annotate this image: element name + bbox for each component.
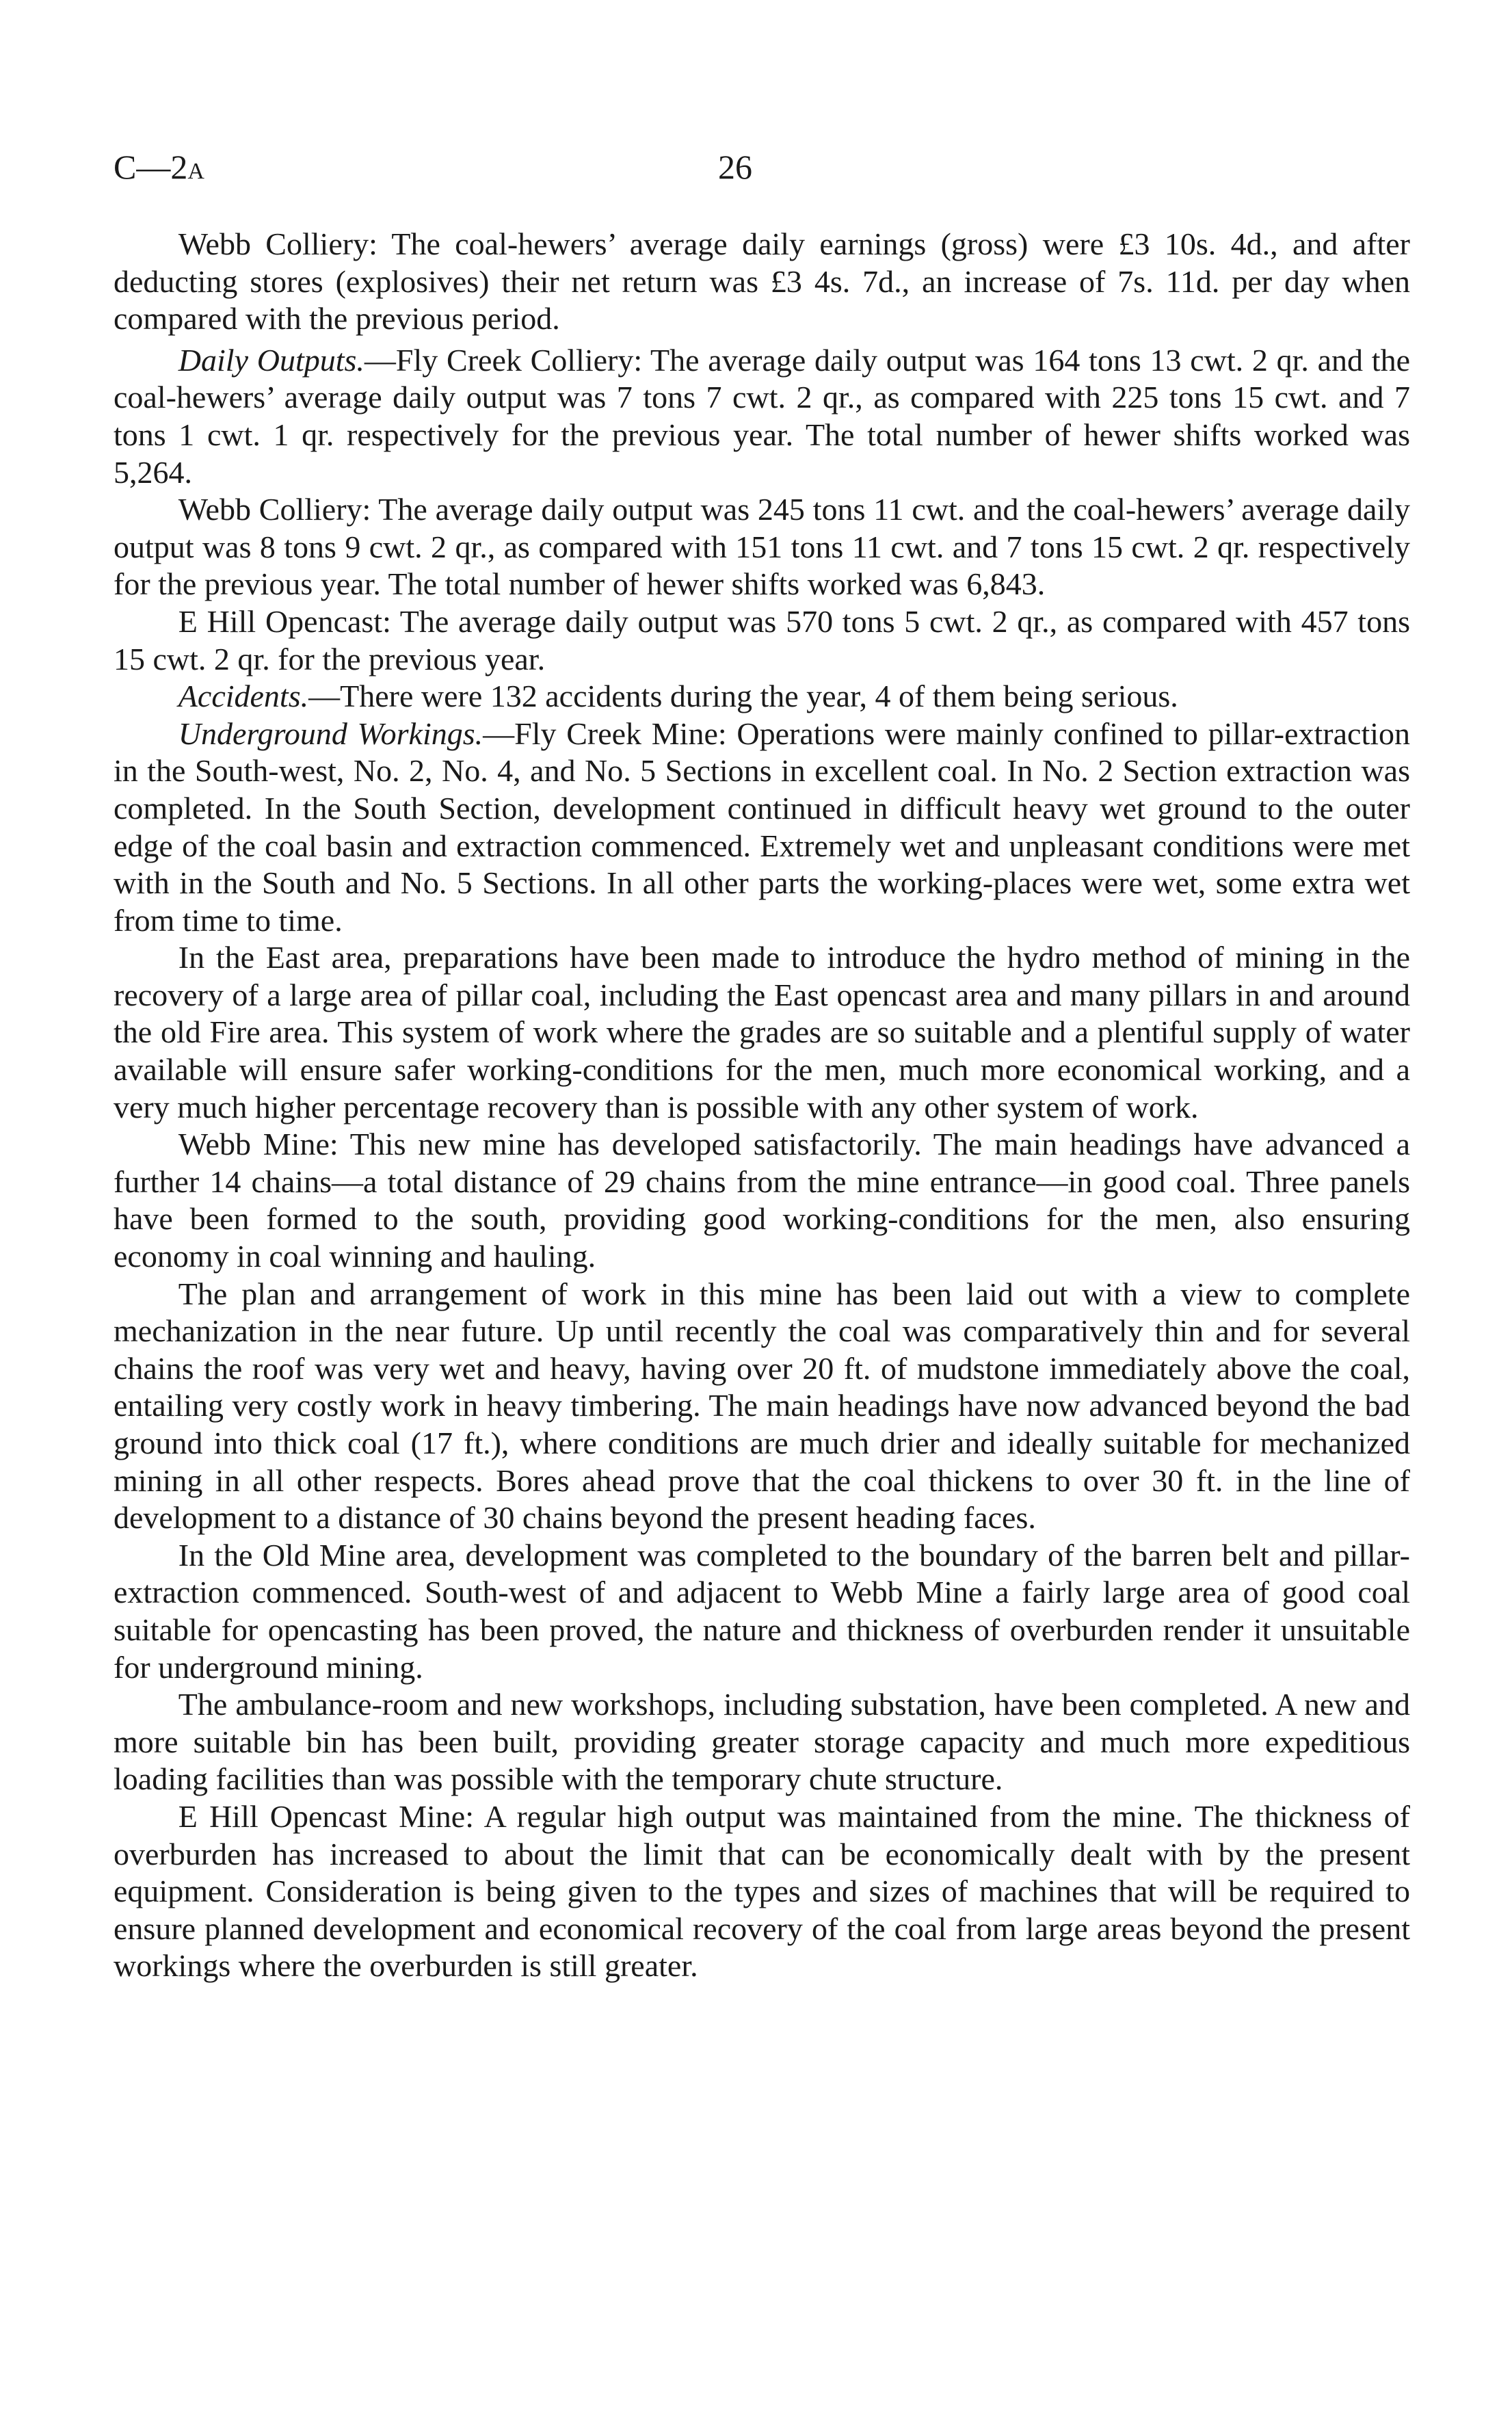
paragraph-lead: Underground Workings.	[178, 715, 483, 751]
paragraph-text: E Hill Opencast Mine: A regular high output was maintained from the mine. The thickness of overburden has increased to about the limit that can be economically dealt with by the present equipment. Consideration is being given to the types and sizes of machines that will be required to ensure planned development and economical recovery of the coal from large areas beyond the present workings where the overburden is still greater.	[114, 1798, 1410, 1984]
paragraph-lead: Accidents.	[178, 679, 309, 714]
series-reference	[114, 147, 204, 187]
paragraph-text: Webb Colliery: The coal-hewers’ average daily earnings (gross) were £3 10s. 4d., and after deducting stores (explosives) their net return was £3 4s. 7d., an increase of 7s. 11d. per day when compared with the previous period.	[114, 226, 1410, 337]
series-code: C—2	[114, 148, 188, 186]
paragraph-text: —Fly Creek Mine: Operations were mainly confined to pillar-extraction in the South-west, No. 2, No. 4, and No. 5 Sections in excellent coal. In No. 2 Section extraction was completed. In the South Section, development continued in difficult heavy wet ground to the outer edge of the coal basin and extraction commenced. Extremely wet and unpleasant conditions were met with in the South and No. 5 Sections. In all other parts the working-places were wet, some extra wet from time to time.	[114, 715, 1410, 938]
paragraph	[114, 226, 1410, 338]
paragraph-text: Webb Colliery: The average daily output was 245 tons 11 cwt. and the coal-hewers’ average daily output was 8 tons 9 cwt. 2 qr., as compared with 151 tons 11 cwt. and 7 tons 15 cwt. 2 qr. respectively for the previous year. The total number of hewer shifts worked was 6,843.	[114, 492, 1410, 602]
paragraph	[114, 1686, 1410, 1798]
paragraph-text: —There were 132 accidents during the year, 4 of them being serious.	[308, 679, 1178, 714]
paragraph-text: In the Old Mine area, development was completed to the boundary of the barren belt and pillar-extraction commenced. South-west of and adjacent to Webb Mine a fairly large area of good coal suitable for opencasting has been proved, the nature and thickness of overburden render it unsuitable for underground mining.	[114, 1537, 1410, 1685]
paragraph-text: The plan and arrangement of work in this mine has been laid out with a view to complete mechanization in the near future. Up until recently the coal was comparatively thin and for several chains the roof was very wet and heavy, having over 20 ft. of mudstone immediately above the coal, entailing very costly work in heavy timbering. The main headings have now advanced beyond the bad ground into thick coal (17 ft.), where conditions are much drier and ideally suitable for mechanized mining in all other respects. Bores ahead prove that the coal thickens to over 30 ft. in the line of development to a distance of 30 chains beyond the present heading faces.	[114, 1276, 1410, 1536]
paragraph-text: The ambulance-room and new workshops, including substation, have been completed. A new and more suitable bin has been built, providing greater storage capacity and much more expeditious loading facilities than was possible with the temporary chute structure.	[114, 1687, 1410, 1797]
paragraph	[114, 678, 1410, 715]
paragraph	[114, 491, 1410, 603]
paragraph	[114, 1537, 1410, 1686]
paragraph-text: E Hill Opencast: The average daily output was 570 tons 5 cwt. 2 qr., as compared with 457 tons 15 cwt. 2 qr. for the previous year.	[114, 603, 1410, 676]
paragraph	[114, 342, 1410, 491]
paragraph	[114, 1126, 1410, 1275]
page-number: 26	[718, 148, 752, 186]
paragraph-text: —Fly Creek Colliery: The average daily output was 164 tons 13 cwt. 2 qr. and the coal-hewers’ average daily output was 7 tons 7 cwt. 2 qr., as compared with 225 tons 15 cwt. and 7 tons 1 cwt. 1 qr. respectively for the previous year. The total number of hewer shifts worked was 5,264.	[114, 342, 1410, 490]
paragraph-lead: Daily Outputs.	[178, 342, 364, 378]
paragraph	[114, 1798, 1410, 1985]
paragraph	[114, 1276, 1410, 1537]
series-suffix: A	[187, 159, 204, 184]
paragraph	[114, 939, 1410, 1126]
paragraph	[114, 715, 1410, 940]
paragraph	[114, 603, 1410, 678]
paragraph-text: In the East area, preparations have been made to introduce the hydro method of mining in the recovery of a large area of pillar coal, including the East opencast area and many pillars in and around the old Fire area. This system of work where the grades are so suitable and a plentiful supply of water available will ensure safer working-conditions for the men, much more economical working, and a very much higher percentage recovery than is possible with any other system of work.	[114, 940, 1410, 1125]
paragraph-text: Webb Mine: This new mine has developed satisfactorily. The main headings have advanced a further 14 chains—a total distance of 29 chains from the mine entrance—in good coal. Three panels have been formed to the south, providing good working-conditions for the men, also ensuring economy in coal winning and hauling.	[114, 1127, 1410, 1274]
document-body	[114, 226, 1410, 1985]
